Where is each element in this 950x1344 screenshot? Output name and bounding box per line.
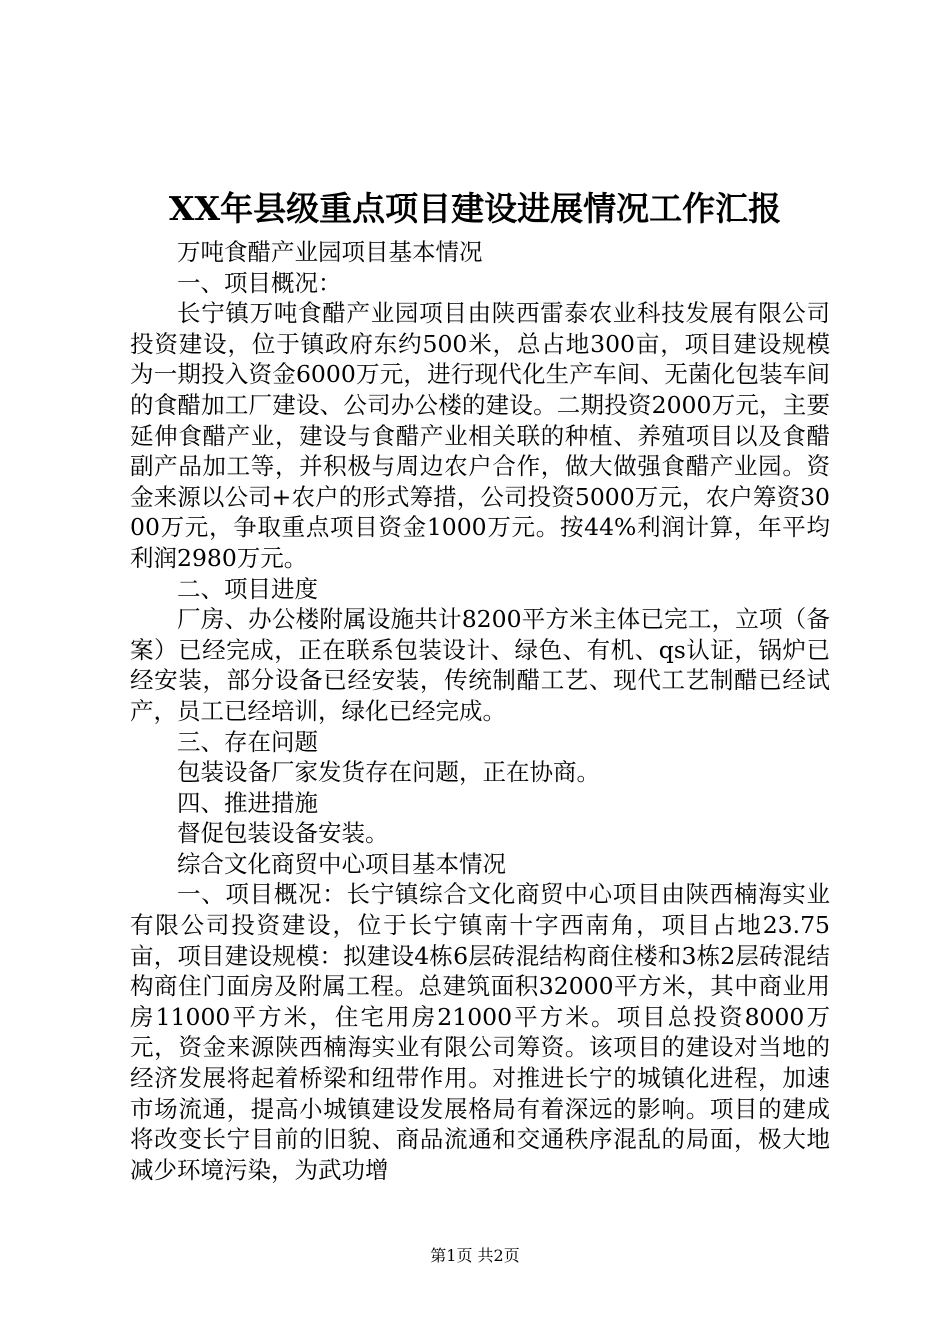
body-paragraph: 督促包装设备安装。	[177, 819, 389, 848]
document-body	[130, 237, 830, 1185]
body-paragraph: 厂房、办公楼附属设施共计8200平方米主体已完工，立项（备案）已经完成，正在联系包装设计、绿色、有机、qs认证，锅炉已经安装，部分设备已经安装，传统制醋工艺、现代工艺制醋已经试产，员工已经培训，绿化已经完成。	[130, 605, 830, 725]
document-title: XX年县级重点项目建设进展情况工作汇报	[168, 189, 782, 228]
section-heading: 综合文化商贸中心项目基本情况	[177, 849, 506, 878]
subsection-heading: 三、存在问题	[177, 727, 318, 756]
subsection-heading: 一、项目概况：	[177, 268, 342, 297]
section-heading: 万吨食醋产业园项目基本情况	[177, 238, 483, 266]
body-paragraph: 包装设备厂家发货存在问题，正在协商。	[177, 758, 600, 787]
page-footer: 第1页 共2页	[430, 1246, 520, 1265]
body-paragraph: 长宁镇万吨食醋产业园项目由陕西雷泰农业科技发展有限公司投资建设，位于镇政府东约500米，总占地300亩，项目建设规模为一期投入资金6000万元，进行现代化生产车间、无菌化包装车间的食醋加工厂建设、公司办公楼的建设。二期投资2000万元，主要延伸食醋产业，建设与食醋产业相关联的种植、养殖项目以及食醋副产品加工等，并积极与周边农户合作，做大做强食醋产业园。资金来源以公司+农户的形式筹措，公司投资5000万元，农户筹资3000万元，争取重点项目资金1000万元。按44%利润计算，年平均利润2980万元。	[130, 299, 830, 572]
subsection-heading: 二、项目进度	[177, 574, 318, 603]
body-paragraph: 一、项目概况：长宁镇综合文化商贸中心项目由陕西楠海实业有限公司投资建设，位于长宁镇南十字西南角，项目占地23.75亩，项目建设规模：拟建设4栋6层砖混结构商住楼和3栋2层砖混结构商住门面房及附属工程。总建筑面积32000平方米，其中商业用房11000平方米，住宅用房21000平方米。项目总投资8000万元，资金来源陕西楠海实业有限公司筹资。该项目的建设对当地的经济发展将起着桥梁和纽带作用。对推进长宁的城镇化进程，加速市场流通，提高小城镇建设发展格局有着深远的影响。项目的建成将改变长宁目前的旧貌、商品流通和交通秩序混乱的局面，极大地减少环境污染，为武功增	[130, 880, 830, 1184]
subsection-heading: 四、推进措施	[177, 788, 318, 817]
